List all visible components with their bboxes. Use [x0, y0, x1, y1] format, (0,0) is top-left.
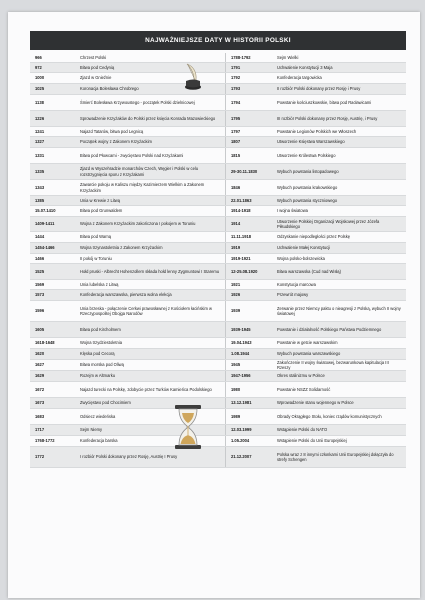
left-date: 1629 — [35, 373, 45, 379]
left-date: 1673 — [35, 400, 45, 406]
table-row — [30, 217, 406, 232]
right-date: 11.11.1918 — [225, 232, 275, 242]
right-event: Odzyskanie niepodległości przez Polskę — [277, 234, 351, 240]
right-event: Utworzenie Polskiej Organizacji Wojskowej przez Józefa Piłsudskiego — [277, 218, 380, 229]
right-date: 12-25.08.1920 — [225, 264, 275, 279]
table-row — [30, 53, 406, 63]
right-event: III rozbiór Polski dokonany przez Rosję, Austrię, i Prusy — [277, 115, 378, 121]
table-row — [30, 360, 406, 371]
right-event: Wstąpienie Polski do Unii Europejskiej — [277, 438, 347, 444]
right-date: 1947-1956 — [225, 371, 275, 381]
right-event: Wybuch powstania styczniowego — [277, 197, 338, 203]
left-date: 1683 — [35, 413, 45, 419]
left-date: 1444 — [35, 234, 45, 240]
left-event: Początek wojny z Zakonem Krzyżackim — [80, 139, 152, 145]
right-date: 1788-1792 — [225, 53, 275, 62]
right-date: 1.08.1944 — [225, 349, 275, 359]
left-date: 1454-1466 — [35, 245, 55, 251]
right-date: 1.05.2004 — [225, 436, 275, 446]
right-event: Zerwanie przez Niemcy paktu o nieagresji z Polską, wybuch II wojny światowej — [277, 305, 401, 316]
table-row — [30, 425, 406, 436]
right-date: 13.12.1981 — [225, 398, 275, 408]
right-date: 1980 — [225, 382, 275, 397]
right-date: 1919 — [225, 243, 275, 253]
document-page — [8, 12, 420, 598]
right-event: Przewrót majowy — [277, 292, 309, 298]
left-event: Wojna trzydziestoletnia — [80, 340, 123, 346]
right-date: 1795 — [225, 111, 275, 126]
table-row — [30, 264, 406, 280]
left-event: Bitwa pod Kircholmem — [80, 326, 121, 332]
table-row — [30, 180, 406, 196]
left-date: 1627 — [35, 362, 45, 368]
left-event: Śmierć Bolesława Krzywoustego - początek Polski dzielnicowej — [80, 99, 195, 105]
table-row — [30, 63, 406, 73]
right-event: Konfederacja targowicka — [277, 75, 322, 81]
table-row — [30, 206, 406, 217]
right-date: 1989 — [225, 409, 275, 424]
left-event: Bitwa pod Warną — [80, 234, 112, 240]
right-event: Wybuch powstania listopadowego — [277, 168, 339, 174]
right-date: 1939-1945 — [225, 322, 275, 337]
right-event: Zakończenie II wojny światowej, bezwarunkowa kapitulacja III Rzeszy — [277, 359, 389, 370]
right-date: 1793 — [225, 84, 275, 94]
left-date: 1620 — [35, 351, 45, 357]
right-date: 1939 — [225, 301, 275, 321]
left-date: 972 — [35, 64, 42, 70]
right-event: Uchwalenie Małej Konstytucji — [277, 245, 331, 251]
table-row — [30, 127, 406, 137]
left-event: II pokój w Toruniu — [80, 255, 112, 261]
left-date: 1573 — [35, 292, 45, 298]
right-date: 1792 — [225, 73, 275, 83]
left-event: Zjazd w Gnieźnie — [80, 75, 112, 81]
left-date: 15.07.1410 — [35, 208, 56, 214]
right-date: 1919-1921 — [225, 254, 275, 263]
table-row — [30, 447, 406, 468]
right-event: Wybuch powstania krakowskiego — [277, 184, 338, 190]
right-date: 1926 — [225, 290, 275, 300]
left-event: Zjazd w Wyszehradzie monarchów Czech, Węgier i Polski w celu rozstrzygnięcia sporu z Krzyżakami — [80, 166, 199, 177]
table-row — [30, 73, 406, 84]
left-event: Koronacja Bolesława Chrobrego — [80, 86, 139, 92]
left-date: 1385 — [35, 197, 45, 203]
right-event: Polska wraz z 8 innymi członkami Unii Europejskiej dołączyła do strefy Schengen — [277, 451, 394, 462]
left-date: 1466 — [35, 255, 45, 261]
table-row — [30, 164, 406, 180]
right-date: 1914-1918 — [225, 206, 275, 216]
table-row — [30, 254, 406, 264]
right-date: 1807 — [225, 137, 275, 147]
right-event: II rozbiór Polski dokonany przez Rosję i Prusy — [277, 86, 361, 92]
left-event: Wojna z Zakonem Krzyżackim zakończona I pokojem w Toruniu — [80, 221, 196, 227]
table-row — [30, 322, 406, 338]
right-event: Uchwalenie Konstytucji 3 Maja — [277, 64, 333, 70]
left-date: 1343 — [35, 184, 45, 190]
table-header — [30, 31, 406, 50]
table-row — [30, 398, 406, 409]
right-date: 1921 — [225, 280, 275, 289]
left-date: 1226 — [35, 115, 45, 121]
left-event: Konfederacja warszawska, pierwsza wolna elekcja — [80, 292, 172, 298]
table-row — [30, 137, 406, 148]
inkwell-quill-icon — [179, 63, 205, 91]
right-event: Powstanie NSZZ Solidarność — [277, 386, 331, 392]
left-event: Zwycięstwo pod Chocimiem — [80, 400, 131, 406]
right-date: 21.12.2007 — [225, 447, 275, 467]
left-date: 1618-1648 — [35, 340, 55, 346]
left-event: Bitwa pod Płowcami - zwycięstwo Polski nad Krzyżakami — [80, 152, 184, 158]
left-date: 1768-1772 — [35, 438, 55, 444]
left-date: 1672 — [35, 386, 45, 392]
left-event: Odsiecz wiedeńska — [80, 413, 116, 419]
table-row — [30, 95, 406, 111]
right-event: Utworzenie Księstwa Warszawskiego — [277, 139, 345, 145]
left-event: Chrzest Polski — [80, 54, 107, 60]
table-row — [30, 409, 406, 425]
right-event: Powstanie Legionów Polskich we Włoszech — [277, 128, 357, 134]
left-event: Zawarcie pokoju w Kaliszu między Kazimierzem Wielkim a Zakonem Krzyżackim — [80, 182, 205, 193]
page-title: NAJWAŻNIEJSZE DATY W HISTORII POLSKI — [145, 37, 291, 44]
left-event: Unia lubelska z Litwą — [80, 281, 119, 287]
left-date: 1409-1411 — [35, 221, 55, 227]
table-row — [30, 84, 406, 95]
right-event: Wojna polsko-bolszewicka — [277, 255, 325, 261]
table-row — [30, 349, 406, 360]
right-date: 1914 — [225, 217, 275, 231]
right-date: 1815 — [225, 148, 275, 163]
left-event: Klęska pod Cecorą — [80, 351, 115, 357]
right-event: Powstanie kościuszkowskie, bitwa pod Racławicami — [277, 99, 372, 105]
left-event: Unia brzeska - połączenie Cerkwi prawosławnej z Kościołem łacińskim w Rzeczypospolitej Obojga Narodów — [80, 305, 212, 316]
right-date: 1794 — [225, 95, 275, 110]
left-date: 1000 — [35, 75, 45, 81]
right-date: 1791 — [225, 63, 275, 72]
left-event: Hołd pruski - Albrecht Hohenzollern składa hołd lenny Zygmuntowi I Staremu — [80, 268, 220, 274]
right-event: Bitwa warszawska (Cud nad Wisłą) — [277, 268, 341, 274]
left-event: Rozejm w Altmarku — [80, 373, 116, 379]
left-date: 1331 — [35, 152, 45, 158]
table-row — [30, 232, 406, 243]
right-date: 1797 — [225, 127, 275, 136]
left-date: 1335 — [35, 168, 45, 174]
left-event: Sejm Niemy — [80, 427, 103, 433]
table-row — [30, 371, 406, 382]
table-row — [30, 111, 406, 127]
table-row — [30, 148, 406, 164]
table-row — [30, 280, 406, 290]
hourglass-icon — [172, 403, 204, 451]
left-date: 1717 — [35, 427, 45, 433]
left-date: 1596 — [35, 308, 45, 314]
left-date: 1025 — [35, 86, 45, 92]
right-event: Sejm Wielki — [277, 54, 299, 60]
left-event: Najazd Tatarów, bitwa pod Legnicą — [80, 128, 144, 134]
right-event: Obrady Okrągłego Stołu, koniec rządów komunistycznych — [277, 413, 382, 419]
left-date: 1605 — [35, 326, 45, 332]
left-date: 1772 — [35, 454, 45, 460]
right-event: I wojna światowa — [277, 208, 308, 214]
right-event: Okres stalinizmu w Polsce — [277, 373, 325, 379]
right-event: Utworzenie Królestwa Polskiego — [277, 152, 336, 158]
table-row — [30, 243, 406, 254]
left-event: I rozbiór Polski dokonany przez Rosję, Austrię I Prusy — [80, 454, 178, 460]
table-row — [30, 338, 406, 349]
table-row — [30, 436, 406, 447]
dates-table — [30, 53, 406, 468]
right-date: 1846 — [225, 180, 275, 195]
left-event: Konfederacja barska — [80, 438, 118, 444]
right-date: 1945 — [225, 360, 275, 370]
left-event: Bitwa morska pod Oliwą — [80, 362, 124, 368]
left-date: 1327 — [35, 139, 45, 145]
table-row — [30, 301, 406, 322]
table-row — [30, 196, 406, 206]
right-date: 12.03.1999 — [225, 425, 275, 435]
left-date: 1569 — [35, 281, 45, 287]
left-event: Bitwa pod Grunwaldem — [80, 208, 123, 214]
right-date: 29-30.11.1830 — [225, 164, 275, 179]
left-date: 1241 — [35, 128, 45, 134]
table-row — [30, 290, 406, 301]
left-event: Wojna trzynastoletnia z Zakonem Krzyżackim — [80, 245, 163, 251]
left-date: 1525 — [35, 268, 45, 274]
right-event: Powstanie w getcie warszawskim — [277, 340, 338, 346]
left-event: Najazd turecki na Polskę, zdobycie przez Turków Kamieńca Podolskiego — [80, 386, 212, 392]
right-event: Wprowadzenie stanu wojennego w Polsce — [277, 400, 354, 406]
right-date: 19.04.1943 — [225, 338, 275, 348]
left-date: 966 — [35, 54, 42, 60]
right-event: Konstytucja marcowa — [277, 281, 316, 287]
right-event: Powstanie i działalność Polskiego Państwa Podziemnego — [277, 326, 382, 332]
table-row — [30, 382, 406, 398]
left-date: 1138 — [35, 99, 44, 105]
left-event: Sprowadzenie Krzyżaków do Polski przez księcia Konrada Mazowieckiego — [80, 115, 216, 121]
right-event: Wybuch powstania warszawskiego — [277, 351, 341, 357]
right-date: 22.01.1863 — [225, 196, 275, 205]
left-event: Unia w Krewie z Litwą — [80, 197, 121, 203]
left-event: Bitwa pod Cedynią — [80, 64, 115, 70]
right-event: Wstąpienie Polski do NATO — [277, 427, 328, 433]
